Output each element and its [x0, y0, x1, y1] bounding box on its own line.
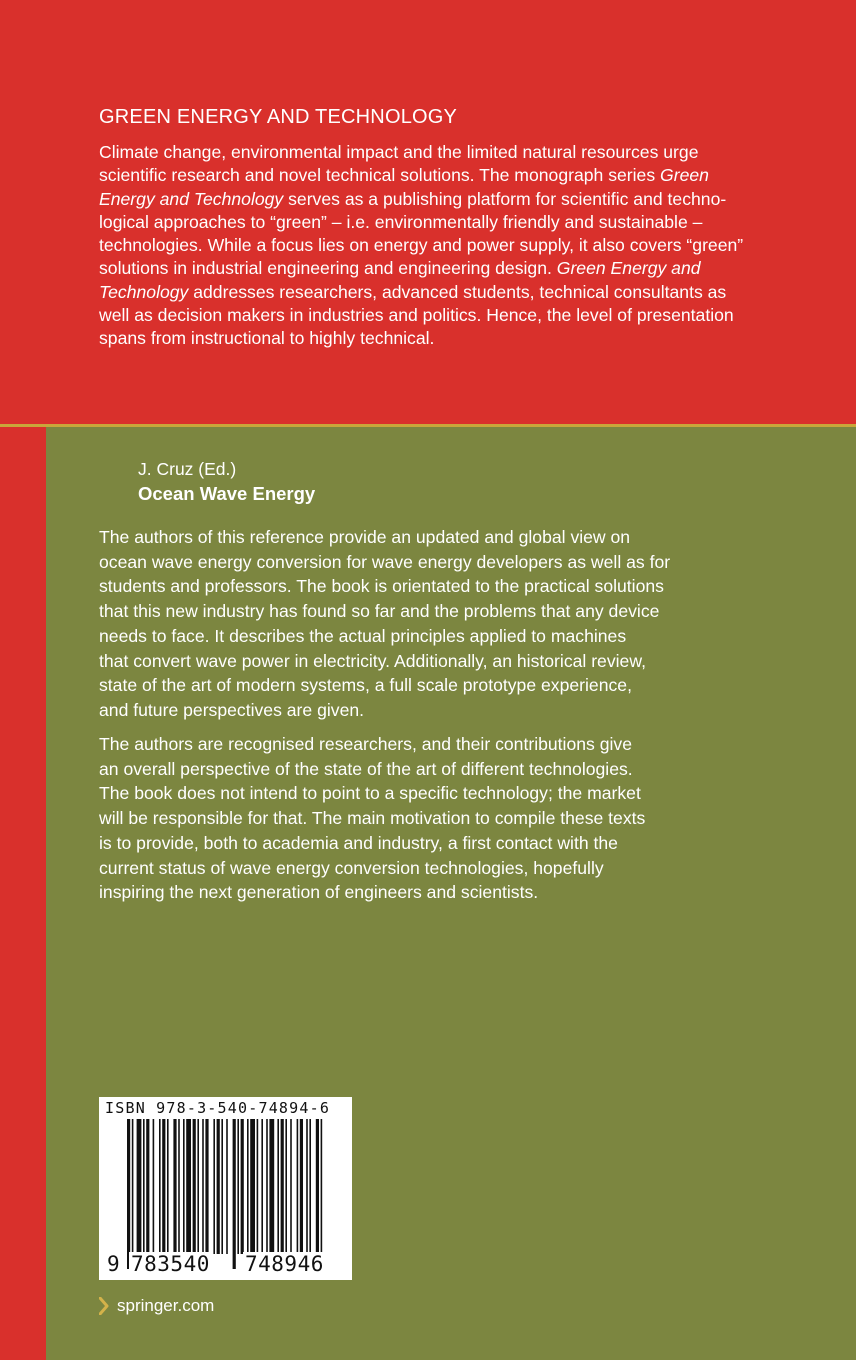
blurb-line: an overall perspective of the state of the art of different technologies.: [99, 758, 633, 779]
isbn-barcode: [99, 1097, 352, 1280]
barcode-bar: [250, 1119, 255, 1254]
ean-first-digit: 9: [107, 1252, 120, 1276]
publisher-link[interactable]: [99, 1294, 214, 1318]
barcode-bar: [316, 1119, 319, 1254]
barcode-bar: [213, 1119, 215, 1254]
series-name-italic: Green: [660, 165, 709, 186]
barcode-bar: [132, 1119, 134, 1269]
barcode-bar: [162, 1119, 165, 1254]
barcode-bar: [300, 1119, 303, 1254]
barcode-bar: [297, 1119, 299, 1254]
blurb-line: and future perspectives are given.: [99, 699, 365, 720]
barcode-bar: [285, 1119, 287, 1254]
barcode-bar: [321, 1119, 323, 1254]
blurb-line: current status of wave energy conversion technologies, hopefully: [99, 857, 604, 878]
blurb-line: that this new industry has found so far and the problems that any device: [99, 601, 660, 622]
barcode-bar: [202, 1119, 204, 1254]
barcode-bar: [281, 1119, 284, 1254]
series-description-line: [99, 141, 739, 164]
blurb-line: The authors are recognised researchers, and their contributions give: [99, 734, 632, 754]
series-description-text: scientific research and novel technical solutions. The monograph series: [99, 165, 661, 186]
barcode-bar: [217, 1119, 220, 1254]
barcode-bar: [167, 1119, 169, 1254]
barcode-bar: [127, 1119, 130, 1269]
series-description-text: technologies. While a focus lies on energy and power supply, it also covers “green”: [99, 235, 744, 256]
series-description-line: [99, 257, 739, 280]
series-description-text: Climate change, environmental impact and the limited natural resources urge: [99, 142, 699, 162]
series-description-line: [99, 281, 739, 304]
barcode-bar: [137, 1119, 142, 1254]
series-description-text: logical approaches to “green” – i.e. environmentally friendly and sustainable –: [99, 211, 703, 232]
blurb-paragraph-1: [99, 525, 739, 723]
blurb-line: inspiring the next generation of engineers and scientists.: [99, 882, 539, 903]
publisher-website: springer.com: [117, 1296, 215, 1315]
barcode-bar: [221, 1119, 223, 1254]
barcode-bar: [193, 1119, 196, 1254]
blurb-line: The book does not intend to point to a specific technology; the market: [99, 783, 641, 804]
barcode-bar: [197, 1119, 199, 1254]
series-description-line: [99, 304, 739, 327]
barcode-bar: [205, 1119, 208, 1254]
barcode-bar: [173, 1119, 176, 1254]
barcode-bar: [277, 1119, 279, 1254]
series-description-line: [99, 234, 744, 257]
barcode-bar: [146, 1119, 149, 1254]
barcode-bar: [233, 1119, 236, 1269]
blurb-line: ocean wave energy conversion for wave energy developers as well as for: [99, 551, 671, 572]
series-description: [99, 141, 744, 351]
barcode-bar: [306, 1119, 308, 1254]
barcode-bar: [183, 1119, 185, 1254]
ean-right-group: 748946: [245, 1252, 324, 1276]
isbn-label: ISBN 978-3-540-74894-6: [105, 1099, 331, 1117]
series-description-text: addresses researchers, advanced students, technical consultants as: [188, 281, 727, 302]
series-name-italic: Technology: [99, 281, 189, 302]
book-title: Ocean Wave Energy: [138, 483, 316, 504]
barcode-bar: [290, 1119, 292, 1254]
series-name-italic: Energy and Technology: [99, 188, 284, 209]
chevron-right-icon: [99, 1297, 109, 1315]
series-description-line: [99, 188, 739, 211]
barcode-bar: [237, 1119, 239, 1254]
barcode-bars: [99, 1119, 352, 1269]
barcode-bar: [226, 1119, 228, 1254]
barcode-bar: [266, 1119, 268, 1254]
blurb-line: state of the art of modern systems, a full scale prototype experience,: [99, 675, 632, 696]
series-description-text: spans from instructional to highly technical.: [99, 328, 435, 349]
book-author: J. Cruz (Ed.): [138, 459, 237, 479]
barcode-bar: [186, 1119, 191, 1254]
blurb-paragraph-2: [99, 732, 739, 905]
series-description-text: serves as a publishing platform for scientific and techno-: [283, 188, 727, 209]
series-description-line: [99, 327, 739, 350]
barcode-bar: [247, 1119, 249, 1254]
blurb-line: needs to face. It describes the actual principles applied to machines: [99, 625, 627, 646]
barcode-bar: [261, 1119, 263, 1254]
blurb-line: The authors of this reference provide an updated and global view on: [99, 527, 631, 547]
series-description-text: solutions in industrial engineering and engineering design.: [99, 258, 557, 279]
series-description-line: [99, 164, 739, 187]
blurb-line: that convert wave power in electricity. Additionally, an historical review,: [99, 650, 646, 671]
series-description-text: well as decision makers in industries and politics. Hence, the level of presentation: [99, 305, 734, 326]
barcode-bar: [143, 1119, 145, 1254]
ean-digits: [99, 1252, 352, 1278]
barcode-bar: [159, 1119, 161, 1254]
ean-left-group: 783540: [131, 1252, 210, 1276]
barcode-bar: [309, 1119, 311, 1254]
barcode-bar: [257, 1119, 259, 1254]
blurb-line: students and professors. The book is orientated to the practical solutions: [99, 576, 664, 597]
barcode-bar: [269, 1119, 274, 1254]
blurb-line: is to provide, both to academia and industry, a first contact with the: [99, 832, 618, 853]
series-name-italic: Green Energy and: [556, 258, 701, 279]
series-description-line: [99, 211, 739, 234]
barcode-bar: [241, 1119, 244, 1254]
series-title: GREEN ENERGY AND TECHNOLOGY: [99, 106, 458, 128]
barcode-bar: [153, 1119, 155, 1254]
barcode-bar: [178, 1119, 180, 1254]
blurb-line: will be responsible for that. The main motivation to compile these texts: [99, 808, 646, 829]
